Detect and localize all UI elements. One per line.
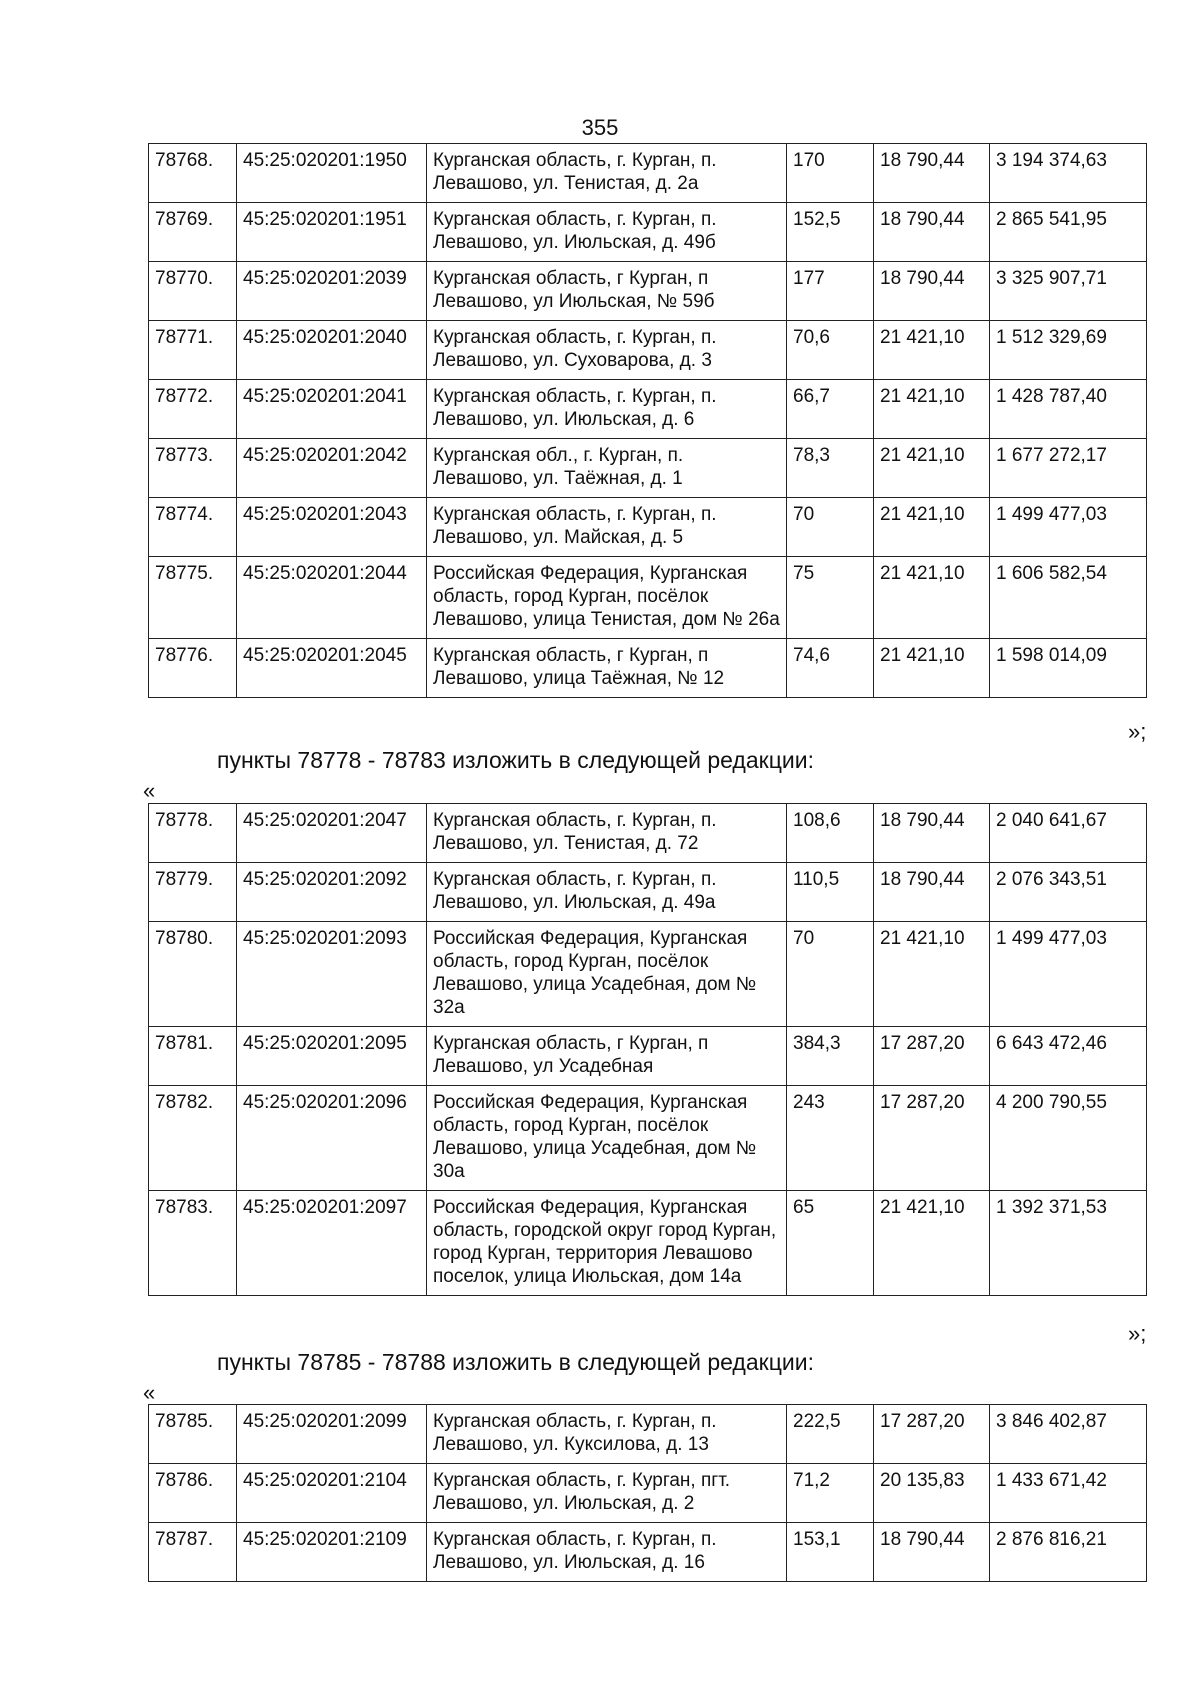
table-row — [149, 321, 1147, 380]
cell-area: 70 — [787, 922, 874, 1027]
cell-cadastral-number: 45:25:020201:2093 — [237, 922, 427, 1027]
cell-specific-value: 21 421,10 — [874, 639, 990, 698]
cell-cadastral-number: 45:25:020201:2109 — [237, 1523, 427, 1582]
cell-cadastral-value: 6 643 472,46 — [990, 1027, 1147, 1086]
cell-cadastral-number: 45:25:020201:2097 — [237, 1191, 427, 1296]
cell-cadastral-value: 2 876 816,21 — [990, 1523, 1147, 1582]
table-row — [149, 557, 1147, 639]
cell-specific-value: 18 790,44 — [874, 262, 990, 321]
cell-cadastral-value: 2 865 541,95 — [990, 203, 1147, 262]
cell-cadastral-value: 3 846 402,87 — [990, 1405, 1147, 1464]
amendment-instruction: пункты 78778 - 78783 изложить в следующей редакции: — [217, 747, 814, 773]
table-row — [149, 804, 1147, 863]
cell-area: 152,5 — [787, 203, 874, 262]
cell-address: Курганская область, г. Курган, п. Левашово, ул. Июльская, д. 6 — [427, 380, 787, 439]
cell-item-number: 78779. — [149, 863, 237, 922]
cell-address: Курганская область, г. Курган, п. Левашово, ул. Куксилова, д. 13 — [427, 1405, 787, 1464]
cell-address: Курганская область, г Курган, п Левашово, ул Июльская, № 59б — [427, 262, 787, 321]
registry-table-1 — [148, 143, 1147, 698]
table-row — [149, 262, 1147, 321]
cell-area: 384,3 — [787, 1027, 874, 1086]
table-row — [149, 498, 1147, 557]
cell-item-number: 78781. — [149, 1027, 237, 1086]
cell-item-number: 78773. — [149, 439, 237, 498]
cell-area: 222,5 — [787, 1405, 874, 1464]
cell-item-number: 78786. — [149, 1464, 237, 1523]
cell-cadastral-number: 45:25:020201:2047 — [237, 804, 427, 863]
cell-cadastral-value: 1 677 272,17 — [990, 439, 1147, 498]
cell-specific-value: 18 790,44 — [874, 863, 990, 922]
cell-specific-value: 20 135,83 — [874, 1464, 990, 1523]
cell-area: 70 — [787, 498, 874, 557]
cell-cadastral-number: 45:25:020201:2043 — [237, 498, 427, 557]
cell-cadastral-value: 1 392 371,53 — [990, 1191, 1147, 1296]
cell-specific-value: 18 790,44 — [874, 1523, 990, 1582]
cell-cadastral-value: 3 194 374,63 — [990, 144, 1147, 203]
cell-item-number: 78778. — [149, 804, 237, 863]
cell-cadastral-number: 45:25:020201:2044 — [237, 557, 427, 639]
registry-table-3 — [148, 1404, 1147, 1582]
cell-item-number: 78770. — [149, 262, 237, 321]
cell-cadastral-value: 4 200 790,55 — [990, 1086, 1147, 1191]
cell-cadastral-value: 1 428 787,40 — [990, 380, 1147, 439]
table-row — [149, 1523, 1147, 1582]
cell-specific-value: 17 287,20 — [874, 1027, 990, 1086]
cell-item-number: 78775. — [149, 557, 237, 639]
cell-cadastral-number: 45:25:020201:2040 — [237, 321, 427, 380]
table-row — [149, 1086, 1147, 1191]
cell-specific-value: 18 790,44 — [874, 144, 990, 203]
cell-cadastral-value: 1 499 477,03 — [990, 498, 1147, 557]
cell-cadastral-number: 45:25:020201:2039 — [237, 262, 427, 321]
cell-specific-value: 21 421,10 — [874, 557, 990, 639]
cell-address: Курганская область, г. Курган, пгт. Левашово, ул. Июльская, д. 2 — [427, 1464, 787, 1523]
cell-address: Курганская область, г. Курган, п. Левашово, ул. Июльская, д. 49а — [427, 863, 787, 922]
cell-cadastral-value: 1 598 014,09 — [990, 639, 1147, 698]
cell-area: 153,1 — [787, 1523, 874, 1582]
amendment-instruction: пункты 78785 - 78788 изложить в следующей редакции: — [217, 1349, 814, 1375]
cell-area: 75 — [787, 557, 874, 639]
cell-specific-value: 17 287,20 — [874, 1086, 990, 1191]
cell-specific-value: 21 421,10 — [874, 1191, 990, 1296]
cell-cadastral-number: 45:25:020201:2104 — [237, 1464, 427, 1523]
cell-item-number: 78783. — [149, 1191, 237, 1296]
table-row — [149, 1464, 1147, 1523]
cell-item-number: 78768. — [149, 144, 237, 203]
cell-address: Курганская область, г Курган, п Левашово, улица Таёжная, № 12 — [427, 639, 787, 698]
cell-cadastral-number: 45:25:020201:2041 — [237, 380, 427, 439]
cell-address: Курганская область, г. Курган, п. Левашово, ул. Тенистая, д. 72 — [427, 804, 787, 863]
cell-area: 70,6 — [787, 321, 874, 380]
cell-area: 71,2 — [787, 1464, 874, 1523]
cell-cadastral-number: 45:25:020201:2096 — [237, 1086, 427, 1191]
cell-item-number: 78780. — [149, 922, 237, 1027]
cell-address: Курганская область, г. Курган, п. Левашово, ул. Июльская, д. 49б — [427, 203, 787, 262]
cell-cadastral-number: 45:25:020201:1951 — [237, 203, 427, 262]
table-row — [149, 203, 1147, 262]
cell-cadastral-value: 1 512 329,69 — [990, 321, 1147, 380]
cell-specific-value: 18 790,44 — [874, 804, 990, 863]
opening-quote-mark: « — [143, 778, 156, 803]
table-row — [149, 380, 1147, 439]
closing-quote-mark: »; — [1128, 719, 1147, 744]
cell-item-number: 78785. — [149, 1405, 237, 1464]
cell-area: 170 — [787, 144, 874, 203]
closing-quote-mark: »; — [1128, 1321, 1147, 1346]
cell-address: Курганская область, г. Курган, п. Левашово, ул. Июльская, д. 16 — [427, 1523, 787, 1582]
cell-item-number: 78787. — [149, 1523, 237, 1582]
table-row — [149, 863, 1147, 922]
cell-cadastral-number: 45:25:020201:2095 — [237, 1027, 427, 1086]
cell-specific-value: 21 421,10 — [874, 321, 990, 380]
cell-address: Российская Федерация, Курганская область, город Курган, посёлок Левашово, улица Усадебная, дом № 32а — [427, 922, 787, 1027]
table-row — [149, 1191, 1147, 1296]
cell-cadastral-number: 45:25:020201:2099 — [237, 1405, 427, 1464]
cell-area: 108,6 — [787, 804, 874, 863]
opening-quote-mark: « — [143, 1380, 156, 1405]
cell-area: 110,5 — [787, 863, 874, 922]
cell-address: Российская Федерация, Курганская область, городской округ город Курган, город Курган, территория Левашово поселок, улица Июльская, дом 14а — [427, 1191, 787, 1296]
cell-item-number: 78774. — [149, 498, 237, 557]
cell-item-number: 78769. — [149, 203, 237, 262]
cell-cadastral-value: 3 325 907,71 — [990, 262, 1147, 321]
page-number: 355 — [581, 115, 619, 140]
cell-area: 78,3 — [787, 439, 874, 498]
cell-cadastral-number: 45:25:020201:2092 — [237, 863, 427, 922]
table-row — [149, 144, 1147, 203]
table-row — [149, 922, 1147, 1027]
cell-item-number: 78772. — [149, 380, 237, 439]
table-row — [149, 439, 1147, 498]
table-row — [149, 1405, 1147, 1464]
cell-address: Курганская область, г. Курган, п. Левашово, ул. Майская, д. 5 — [427, 498, 787, 557]
cell-cadastral-value: 1 499 477,03 — [990, 922, 1147, 1027]
cell-cadastral-value: 2 040 641,67 — [990, 804, 1147, 863]
cell-specific-value: 21 421,10 — [874, 380, 990, 439]
cell-specific-value: 21 421,10 — [874, 498, 990, 557]
cell-address: Курганская область, г Курган, п Левашово, ул Усадебная — [427, 1027, 787, 1086]
cell-address: Курганская область, г. Курган, п. Левашово, ул. Тенистая, д. 2а — [427, 144, 787, 203]
cell-cadastral-value: 2 076 343,51 — [990, 863, 1147, 922]
cell-specific-value: 17 287,20 — [874, 1405, 990, 1464]
cell-address: Российская Федерация, Курганская область, город Курган, посёлок Левашово, улица Тенистая, дом № 26а — [427, 557, 787, 639]
cell-specific-value: 21 421,10 — [874, 922, 990, 1027]
cell-cadastral-value: 1 433 671,42 — [990, 1464, 1147, 1523]
cell-cadastral-value: 1 606 582,54 — [990, 557, 1147, 639]
cell-item-number: 78776. — [149, 639, 237, 698]
cell-specific-value: 18 790,44 — [874, 203, 990, 262]
cell-item-number: 78771. — [149, 321, 237, 380]
cell-area: 243 — [787, 1086, 874, 1191]
cell-specific-value: 21 421,10 — [874, 439, 990, 498]
cell-address: Курганская область, г. Курган, п. Левашово, ул. Суховарова, д. 3 — [427, 321, 787, 380]
cell-address: Курганская обл., г. Курган, п. Левашово, ул. Таёжная, д. 1 — [427, 439, 787, 498]
cell-area: 65 — [787, 1191, 874, 1296]
table-row — [149, 639, 1147, 698]
cell-address: Российская Федерация, Курганская область, город Курган, посёлок Левашово, улица Усадебная, дом № 30а — [427, 1086, 787, 1191]
registry-table-2 — [148, 803, 1147, 1296]
cell-cadastral-number: 45:25:020201:2045 — [237, 639, 427, 698]
table-row — [149, 1027, 1147, 1086]
cell-cadastral-number: 45:25:020201:2042 — [237, 439, 427, 498]
cell-item-number: 78782. — [149, 1086, 237, 1191]
cell-cadastral-number: 45:25:020201:1950 — [237, 144, 427, 203]
cell-area: 66,7 — [787, 380, 874, 439]
cell-area: 74,6 — [787, 639, 874, 698]
cell-area: 177 — [787, 262, 874, 321]
